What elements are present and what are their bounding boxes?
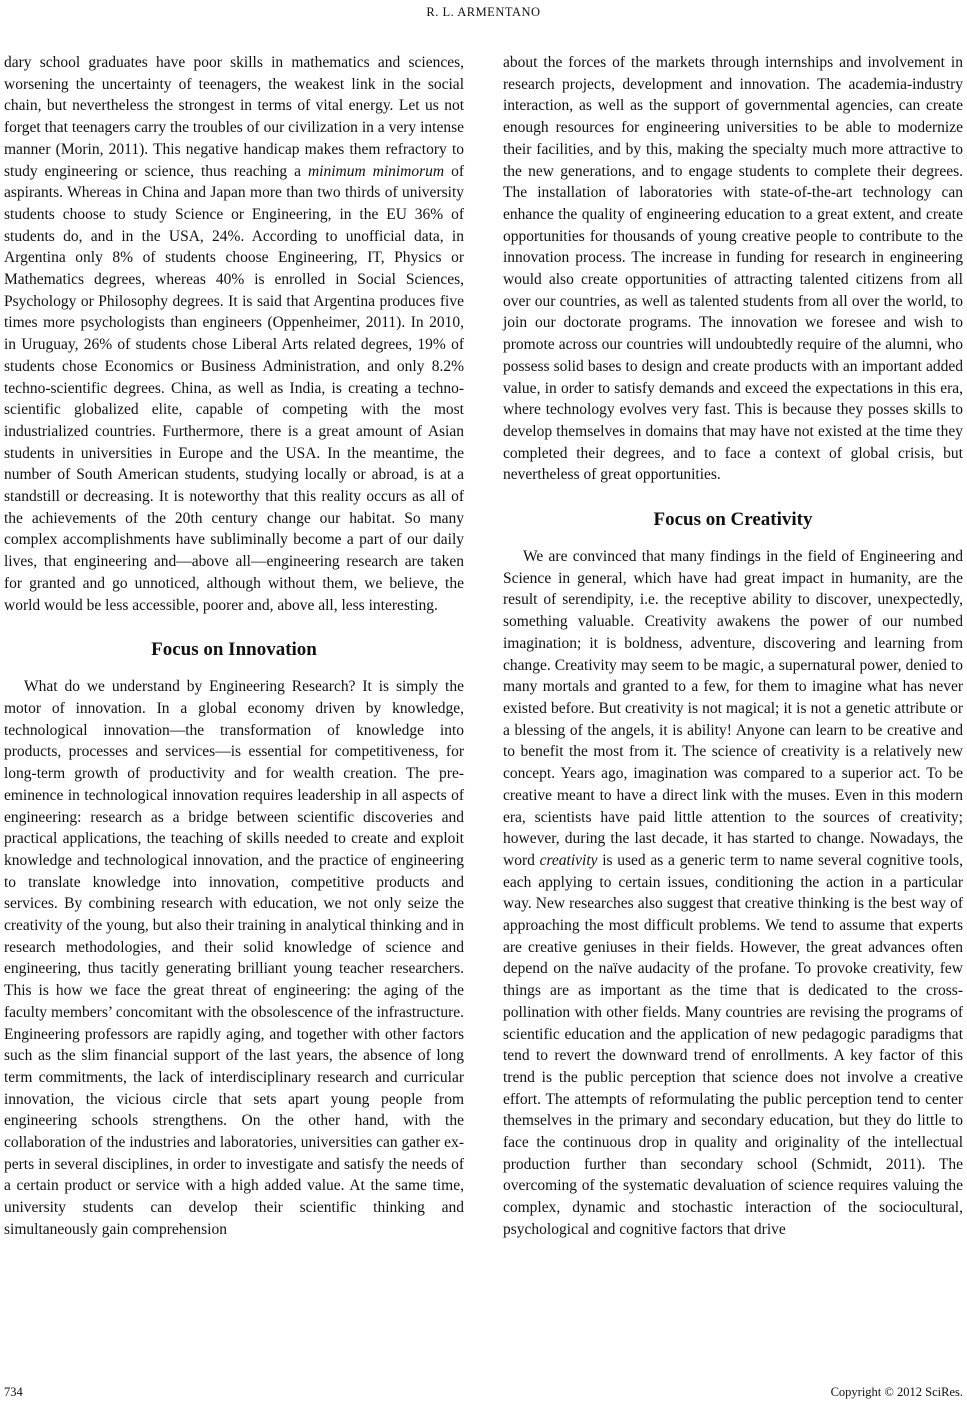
right-column xyxy=(503,52,963,1241)
page-number: 734 xyxy=(4,1385,23,1399)
left-paragraph-1: dary school graduates have poor skills in mathematics and sciences, worsening the uncertainty of teenagers, the weakest link in the social chain, but nevertheless the strongest in terms of vital energy. Let us not forget that teenagers carry the troubles of our civilization in a very intense manner (Morin, 2011). This negative handicap makes them refractory to study engineering or science, thus reaching a minimum minimorum of aspirants. Whereas in China and Japan more than two thirds of university students choose to study Science or Engineering, in the EU 36% of students do, and in the USA, 24%. According to unofficial data, in Argentina only 8% of students choose Engineering, IT, Physics or Mathematics degrees, whereas 40% is enrolled in Social Sciences, Psychology or Philosophy degrees. It is said that Argentina produces five times more psychologists than engineers (Oppenheimer, 2011). In 2010, in Uruguay, 26% of students chose Liberal Arts related degrees, 19% of students chose Economics or Business Administration, and only 8.2% techno-scientific degrees. China, as well as India, is creating a techno-scientific globalized elite, capable of competing with the most industrialized countries. Furthermore, there is a great amount of Asian students in universities in Europe and the USA. In the meantime, the number of South American students, studying locally or abroad, is at a standstill or decreasing. It is noteworthy that this reality occurs as all of the achievements of the 20th century change our habitat. So many complex accomplishments have subliminally become a part of our daily lives, that engineering and—above all—engineering research are taken for granted and go unnoticed, although without them, we believe, the world would be less accessible, poorer and, above all, less interesting. xyxy=(4,54,464,614)
section-heading-innovation: Focus on Innovation xyxy=(151,639,317,661)
emphasis-text: minimum minimorum xyxy=(307,162,445,180)
emphasis-text: creativity xyxy=(539,851,598,869)
right-paragraph-1: about the forces of the markets through internships and involvement in research projects, development and innovation. The academia-industry interaction, as well as the support of governmental agencies, can create enough resources for engineering universities to be able to modernize their facilities, and by this, making the specialty much more attractive to the new generations, and to engage students to complete their degrees. The installation of laboratories with state-of-the-art technology can enhance the quality of engineering education to a great extent, and create opportunities for thousands of young creative people to contribute to the innovation process. The increase in funding for research in engineering would also create opportunities of attracting talented citizens from all over our countries, as well as talented students from all over the world, to join our doctorate programs. The innovation we foresee and wish to promote across our countries will undoubtedly require of the alumni, who possess solid bases to design and create products with an important added value, in order to satisfy demands and exceed the expectations in this era, where technology evolves very fast. This is because they posses skills to develop themselves in domains that may have not existed at the time they completed their degrees, and to face a context of global crisis, but nevertheless of great opportunities. xyxy=(503,54,963,484)
right-paragraph-2: We are convinced that many findings in the field of Engineering and Science in general, which have had great impact in humanity, are the result of serendipity, i.e. the receptive ability to discover, unexpectedly, something valuable. Creativity awakens the power of our numbed imagination; it is boldness, adventure, discovering and learning from change. Creativity may seem to be magic, a supernatural power, denied to many mortals and granted to a few, for them to imagine what has never existed before. But creativity is not magical; it is not a genetic attribute or a blessing of the angels, it is ability! Anyone can learn to be creative and to benefit the most from it. The science of creativity is a relatively new concept. Years ago, imagination was compared to a superior act. To be creative meant to have a direct link with the muses. Even in this modern era, scientists have paid little attention to the sources of creativity; however, during the last decade, it has started to change. Nowadays, the word creativity is used as a generic term to name several cognitive tools, each applying to certain issues, conditioning the action in a particular way. New researches also suggest that creative thinking is the best way of approaching the most difficult problems. We tend to assume that experts are creative geniuses in their fields. However, the great advances often depend on the naïve audacity of the profane. To provoke creativity, few things are as important as the time that is dedicated to the cross-pollination with other fields. Many countries are revising the programs of scientific education and the application of new pedagogic paradigms that tend to revert the downward trend of enrollments. A key factor of this trend is the public perception that science does not involve a creative effort. The attempts of reformulating the public perception tend to center themselves in the primary and secondary education, but they do little to face the continuous drop in quality and originality of the intellectual production further than secondary school (Schmidt, 2011). The overcoming of the systematic devaluation of science requires valuing the complex, dynamic and stochastic interaction of the sociocultural, psychological and cognitive factors that drive xyxy=(503,548,963,1238)
section-heading-creativity: Focus on Creativity xyxy=(653,509,813,531)
left-paragraph-2: What do we understand by Engineering Research? It is simply the motor of innovation. In a global economy driven by knowledge, technological innovation—the transformation of knowledge into products, processes and services—is essential for competitiveness, for long-term growth of productivity and for wealth creation. The pre-eminence in technological innovation requires leadership in all aspects of engineering: research as a bridge between scientific discoveries and practical applications, the teaching of skills needed to create and exploit knowledge and technological innovation, and the practice of engineering to translate knowledge into innovation, competitive products and services. By combining research with education, we not only seize the creativity of the young, but also their training in analytical thinking and in research methodologies, and their solid knowledge of science and engineering, thus tacitly generating brilliant young teacher researchers. This is how we face the great threat of engineering: the aging of the faculty members’ concomitant with the obsolescence of the infrastructure. Engineering professors are rapidly aging, and together with other factors such as the slim financial support of the last years, the absence of long term commitments, the lack of interdisciplinary research and curricular innovation, the vicious circle that sets apart young people from engineering schools strengthens. On the other hand, with the collaboration of the industries and laboratories, universities can gather experts in several disciplines, in order to investigate and satisfy the needs of a certain product or service with a high added value. At the same time, university students can develop their scientific thinking and simultaneously gain comprehension xyxy=(4,678,464,1238)
running-head: R. L. ARMENTANO xyxy=(426,5,541,19)
copyright-notice: Copyright © 2012 SciRes. xyxy=(830,1385,963,1399)
left-column xyxy=(4,52,464,1241)
